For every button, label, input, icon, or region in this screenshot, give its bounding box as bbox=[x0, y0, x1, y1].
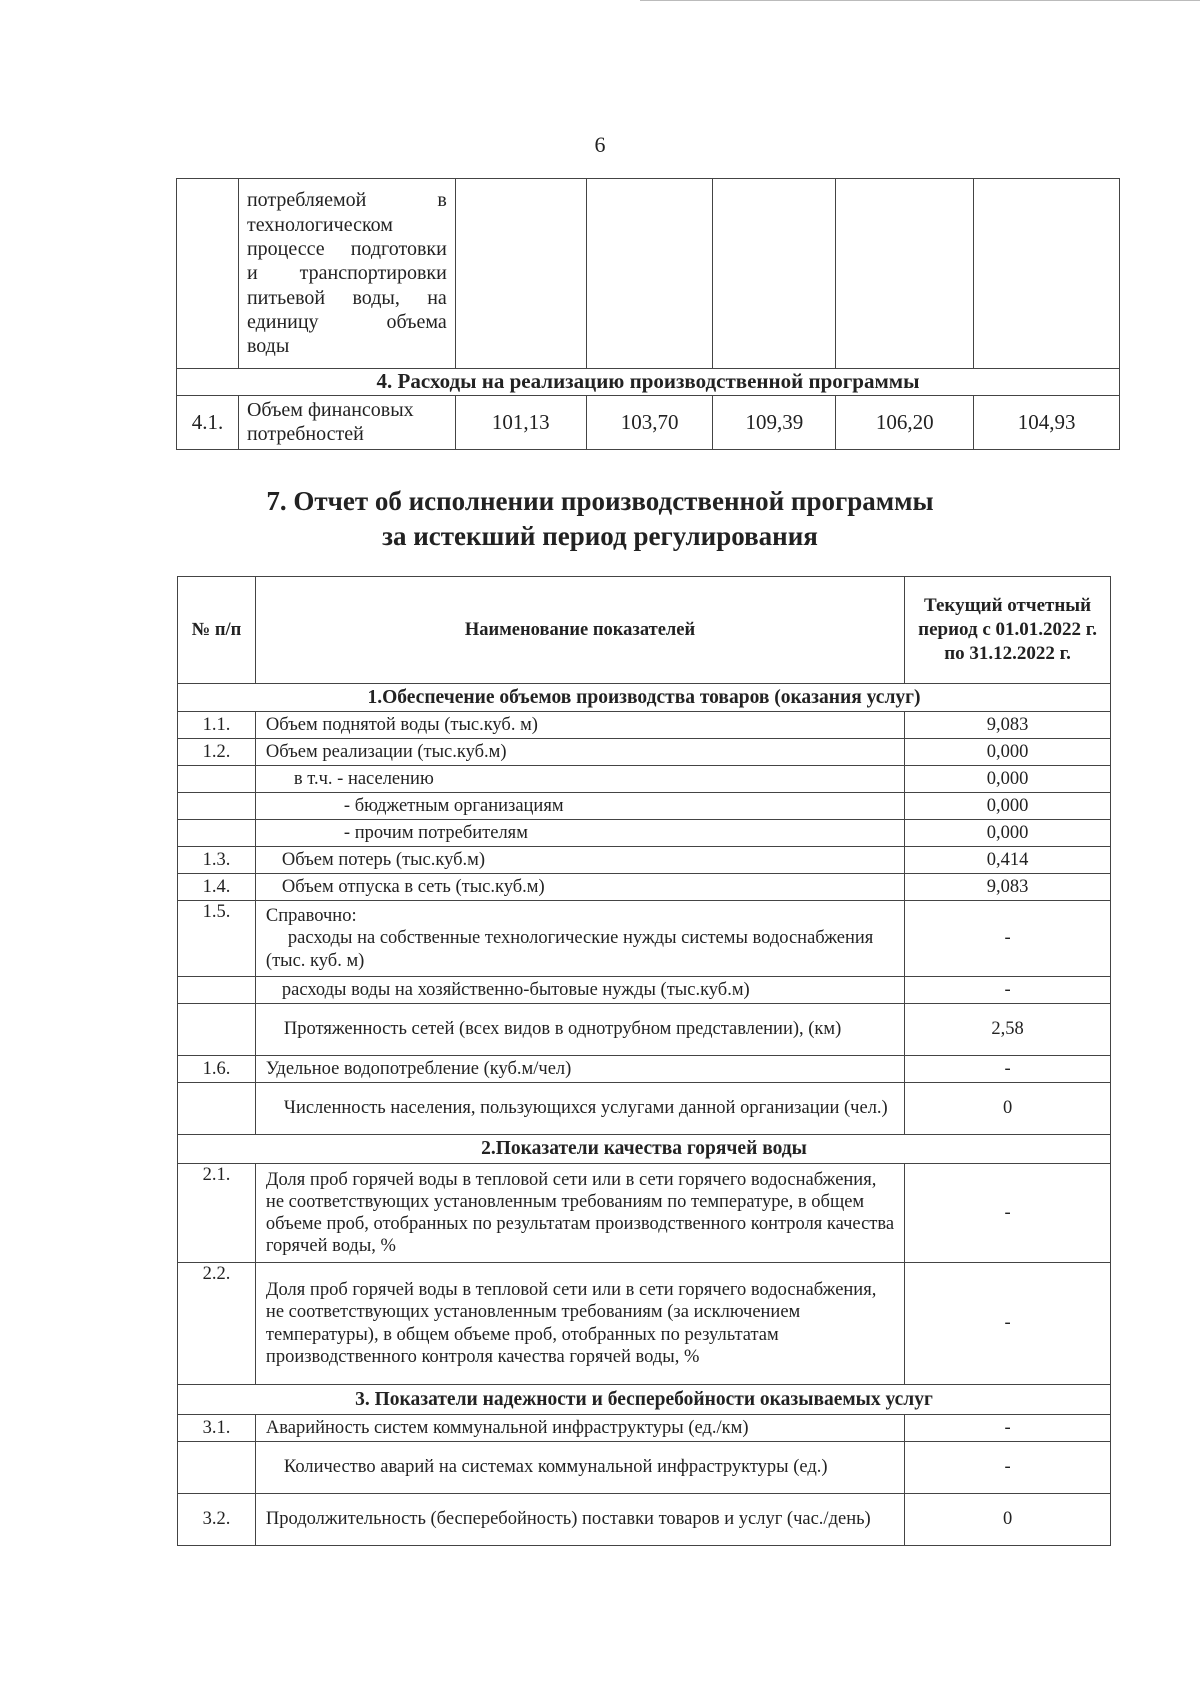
cell-num: 2.2. bbox=[178, 1263, 256, 1385]
cell-value bbox=[586, 179, 713, 369]
cell-indicator-name: Протяженность сетей (всех видов в однотрубном представлении), (км) bbox=[255, 1004, 904, 1056]
cell-value: 9,083 bbox=[905, 712, 1111, 739]
cell-value: - bbox=[905, 1415, 1111, 1442]
cell-value: 106,20 bbox=[836, 396, 974, 450]
table-row bbox=[177, 179, 1120, 369]
cell-indicator-name: Количество аварий на системах коммунальной инфраструктуры (ед.) bbox=[255, 1442, 904, 1494]
top-edge-line bbox=[640, 0, 1200, 1]
cell-num bbox=[178, 977, 256, 1004]
section-4-title: 4. Расходы на реализацию производственной программы bbox=[177, 369, 1120, 396]
header-num: № п/п bbox=[178, 577, 256, 684]
table-row bbox=[178, 1164, 1111, 1263]
table-row bbox=[178, 1415, 1111, 1442]
table-row bbox=[178, 739, 1111, 766]
table-row bbox=[178, 1056, 1111, 1083]
cell-num: 1.2. bbox=[178, 739, 256, 766]
table-row bbox=[178, 793, 1111, 820]
table-row bbox=[178, 977, 1111, 1004]
cell-indicator-name: Объем отпуска в сеть (тыс.куб.м) bbox=[255, 874, 904, 901]
table-row bbox=[178, 1263, 1111, 1385]
section-2-title: 2.Показатели качества горячей воды bbox=[178, 1135, 1111, 1164]
cell-value: 0,414 bbox=[905, 847, 1111, 874]
table-row bbox=[177, 396, 1120, 450]
cell-num: 1.1. bbox=[178, 712, 256, 739]
cell-value: 0,000 bbox=[905, 766, 1111, 793]
header-row bbox=[178, 577, 1111, 684]
table-row bbox=[178, 712, 1111, 739]
cell-value: 0,000 bbox=[905, 820, 1111, 847]
cell-value bbox=[974, 179, 1120, 369]
section-1-title: 1.Обеспечение объемов производства товаров (оказания услуг) bbox=[178, 684, 1111, 712]
cell-value: 109,39 bbox=[713, 396, 836, 450]
cell-indicator-name: - бюджетным организациям bbox=[255, 793, 904, 820]
cell-value: 0 bbox=[905, 1494, 1111, 1546]
cell-value: 2,58 bbox=[905, 1004, 1111, 1056]
cell-indicator-name: Доля проб горячей воды в тепловой сети или в сети горячего водоснабжения, не соответствующих установленным требованиям (за исключением температуры), в общем объеме проб, отобранных по результатам производственного контроля качества горячей воды, % bbox=[255, 1263, 904, 1385]
page-number: 6 bbox=[594, 132, 606, 157]
cell-value: - bbox=[905, 977, 1111, 1004]
section-7-title: 7. Отчет об исполнении производственной программы за истекший период регулирования bbox=[266, 486, 934, 552]
section-3-title: 3. Показатели надежности и бесперебойности оказываемых услуг bbox=[178, 1385, 1111, 1415]
cell-num: 3.2. bbox=[178, 1494, 256, 1546]
header-period: Текущий отчетный период с 01.01.2022 г. по 31.12.2022 г. bbox=[905, 577, 1111, 684]
cell-indicator-name: Объем потерь (тыс.куб.м) bbox=[255, 847, 904, 874]
cell-num: 1.6. bbox=[178, 1056, 256, 1083]
table-row bbox=[178, 847, 1111, 874]
cell-num: 4.1. bbox=[177, 396, 239, 450]
section-row bbox=[178, 684, 1111, 712]
cell-num bbox=[177, 179, 239, 369]
cell-indicator-name: Удельное водопотребление (куб.м/чел) bbox=[255, 1056, 904, 1083]
cell-num bbox=[178, 1442, 256, 1494]
cell-indicator-name: потребляемой в технологическом процессе подготовки и транспортировки питьевой воды, на единицу объема воды bbox=[238, 179, 455, 369]
production-program-table bbox=[176, 178, 1120, 450]
cell-indicator-name: Объем поднятой воды (тыс.куб. м) bbox=[255, 712, 904, 739]
table-row bbox=[178, 901, 1111, 977]
cell-num bbox=[178, 793, 256, 820]
cell-value: 101,13 bbox=[455, 396, 586, 450]
cell-num bbox=[178, 766, 256, 793]
cell-value bbox=[836, 179, 974, 369]
cell-num bbox=[178, 1004, 256, 1056]
cell-value: 104,93 bbox=[974, 396, 1120, 450]
section-row bbox=[177, 369, 1120, 396]
cell-value: 0,000 bbox=[905, 793, 1111, 820]
table-row bbox=[178, 1083, 1111, 1135]
table-row bbox=[178, 820, 1111, 847]
cell-value bbox=[455, 179, 586, 369]
cell-value: 0 bbox=[905, 1083, 1111, 1135]
cell-indicator-name: расходы воды на хозяйственно-бытовые нужды (тыс.куб.м) bbox=[255, 977, 904, 1004]
cell-indicator-name: - прочим потребителям bbox=[255, 820, 904, 847]
cell-value: 0,000 bbox=[905, 739, 1111, 766]
cell-value: - bbox=[905, 1164, 1111, 1263]
cell-indicator-name: Объем финансовых потребностей bbox=[238, 396, 455, 450]
cell-value: - bbox=[905, 1263, 1111, 1385]
section-row bbox=[178, 1385, 1111, 1415]
cell-value: 9,083 bbox=[905, 874, 1111, 901]
section-row bbox=[178, 1135, 1111, 1164]
cell-value: - bbox=[905, 901, 1111, 977]
table-row bbox=[178, 1004, 1111, 1056]
cell-value: 103,70 bbox=[586, 396, 713, 450]
cell-indicator-name: в т.ч. - населению bbox=[255, 766, 904, 793]
table-row bbox=[178, 1442, 1111, 1494]
cell-indicator-name: Численность населения, пользующихся услугами данной организации (чел.) bbox=[255, 1083, 904, 1135]
table-row bbox=[178, 766, 1111, 793]
cell-num: 1.5. bbox=[178, 901, 256, 977]
table-row bbox=[178, 874, 1111, 901]
cell-value: - bbox=[905, 1442, 1111, 1494]
table-row bbox=[178, 1494, 1111, 1546]
cell-num bbox=[178, 820, 256, 847]
cell-indicator-name: Доля проб горячей воды в тепловой сети или в сети горячего водоснабжения, не соответствующих установленным требованиям по температуре, в общем объеме проб, отобранных по результатам производственного контроля качества горячей воды, % bbox=[255, 1164, 904, 1263]
cell-num: 3.1. bbox=[178, 1415, 256, 1442]
cell-value: - bbox=[905, 1056, 1111, 1083]
cell-num: 2.1. bbox=[178, 1164, 256, 1263]
cell-num: 1.4. bbox=[178, 874, 256, 901]
cell-indicator-name: Справочно: расходы на собственные технологические нужды системы водоснабжения (тыс. куб. м) bbox=[255, 901, 904, 977]
cell-indicator-name: Продолжительность (бесперебойность) поставки товаров и услуг (час./день) bbox=[255, 1494, 904, 1546]
cell-num bbox=[178, 1083, 256, 1135]
cell-indicator-name: Аварийность систем коммунальной инфраструктуры (ед./км) bbox=[255, 1415, 904, 1442]
cell-value bbox=[713, 179, 836, 369]
header-name: Наименование показателей bbox=[255, 577, 904, 684]
cell-num: 1.3. bbox=[178, 847, 256, 874]
cell-indicator-name: Объем реализации (тыс.куб.м) bbox=[255, 739, 904, 766]
program-report-table bbox=[177, 576, 1111, 1546]
